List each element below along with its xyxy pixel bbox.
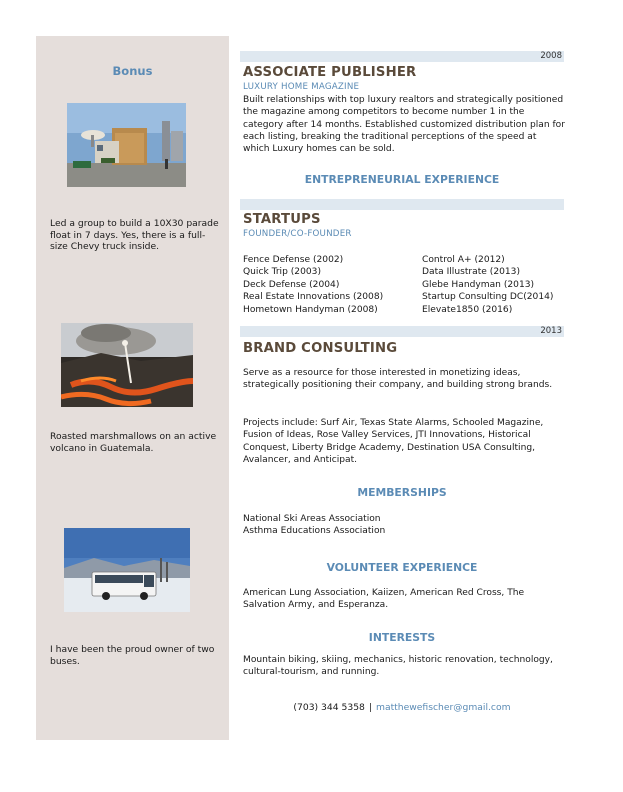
phone-number: (703) 344 5358 bbox=[293, 702, 365, 713]
job-description: Built relationships with top luxury realtors and strategically positioned the magazine among competitors to become number 1 in the category after 14 months. Established customized distribution plan for each listing, breaking the traditional perceptions of the speed at which Luxury homes can be sold. bbox=[243, 95, 565, 155]
startup-item: Real Estate Innovations (2008) bbox=[243, 292, 384, 303]
job-title: ASSOCIATE PUBLISHER bbox=[243, 65, 417, 80]
volunteer-text: American Lung Association, Kaiizen, American Red Cross, The Salvation Army, and Esperanza. bbox=[243, 588, 525, 611]
email-link[interactable]: matthewefischer@gmail.com bbox=[376, 702, 511, 713]
bonus-sidebar bbox=[36, 36, 229, 740]
brand-description: Serve as a resource for those interested in monetizing ideas, strategically positioning their company, and building strong brands. bbox=[243, 368, 553, 391]
section-heading-volunteer: VOLUNTEER EXPERIENCE bbox=[326, 561, 478, 574]
memberships-list bbox=[243, 513, 385, 538]
year-label: 2013 bbox=[540, 326, 562, 336]
membership-item: National Ski Areas Association bbox=[243, 514, 381, 524]
bus-photo bbox=[64, 528, 190, 612]
year-bar-2013 bbox=[240, 326, 564, 337]
startups-role: FOUNDER/CO-FOUNDER bbox=[243, 229, 352, 239]
startup-item: Data Illustrate (2013) bbox=[422, 267, 521, 278]
startup-item: Startup Consulting DC(2014) bbox=[422, 292, 554, 303]
section-heading-memberships: MEMBERSHIPS bbox=[357, 486, 447, 499]
interests-text: Mountain biking, skiing, mechanics, historic renovation, technology, cultural-tourism, and running. bbox=[243, 655, 553, 678]
startups-title: STARTUPS bbox=[243, 212, 321, 227]
year-label: 2008 bbox=[540, 51, 562, 61]
parade-float-photo bbox=[67, 103, 186, 187]
contact-separator: | bbox=[368, 702, 372, 713]
year-bar-2008 bbox=[240, 51, 564, 62]
contact-line bbox=[240, 702, 564, 713]
brand-projects: Projects include: Surf Air, Texas State Alarms, Schooled Magazine, Fusion of Ideas, Rose Valley Services, JTI Innovations, Historical Conquest, Liberty Bridge Academy, Destination USA Consulting, Avalancer, and Anticipat. bbox=[243, 418, 544, 465]
brand-consulting-title: BRAND CONSULTING bbox=[243, 341, 398, 356]
startups-list-left bbox=[243, 254, 383, 316]
section-heading-interests: INTERESTS bbox=[368, 631, 436, 644]
divider-bar bbox=[240, 199, 564, 210]
startups-list-right bbox=[422, 254, 553, 316]
volcano-photo bbox=[61, 323, 193, 407]
volcano-caption: Roasted marshmallows on an active volcano in Guatemala. bbox=[50, 431, 217, 454]
startup-item: Control A+ (2012) bbox=[422, 255, 505, 265]
startup-item: Fence Defense (2002) bbox=[243, 255, 344, 265]
parade-float-caption: Led a group to build a 10X30 parade float in 7 days. Yes, there is a full-size Chevy truck inside. bbox=[50, 218, 219, 252]
startup-item: Deck Defense (2004) bbox=[243, 279, 340, 290]
bonus-title: Bonus bbox=[112, 64, 153, 78]
membership-item: Asthma Educations Association bbox=[243, 526, 386, 537]
startup-item: Hometown Handyman (2008) bbox=[243, 304, 378, 315]
bus-caption: I have been the proud owner of two buses. bbox=[50, 644, 215, 667]
startup-item: Glebe Handyman (2013) bbox=[422, 279, 535, 290]
section-heading-entrepreneurial: ENTREPRENEURIAL EXPERIENCE bbox=[304, 173, 500, 186]
startup-item: Elevate1850 (2016) bbox=[422, 304, 513, 315]
startup-item: Quick Trip (2003) bbox=[243, 267, 321, 278]
company-name: LUXURY HOME MAGAZINE bbox=[243, 82, 360, 92]
